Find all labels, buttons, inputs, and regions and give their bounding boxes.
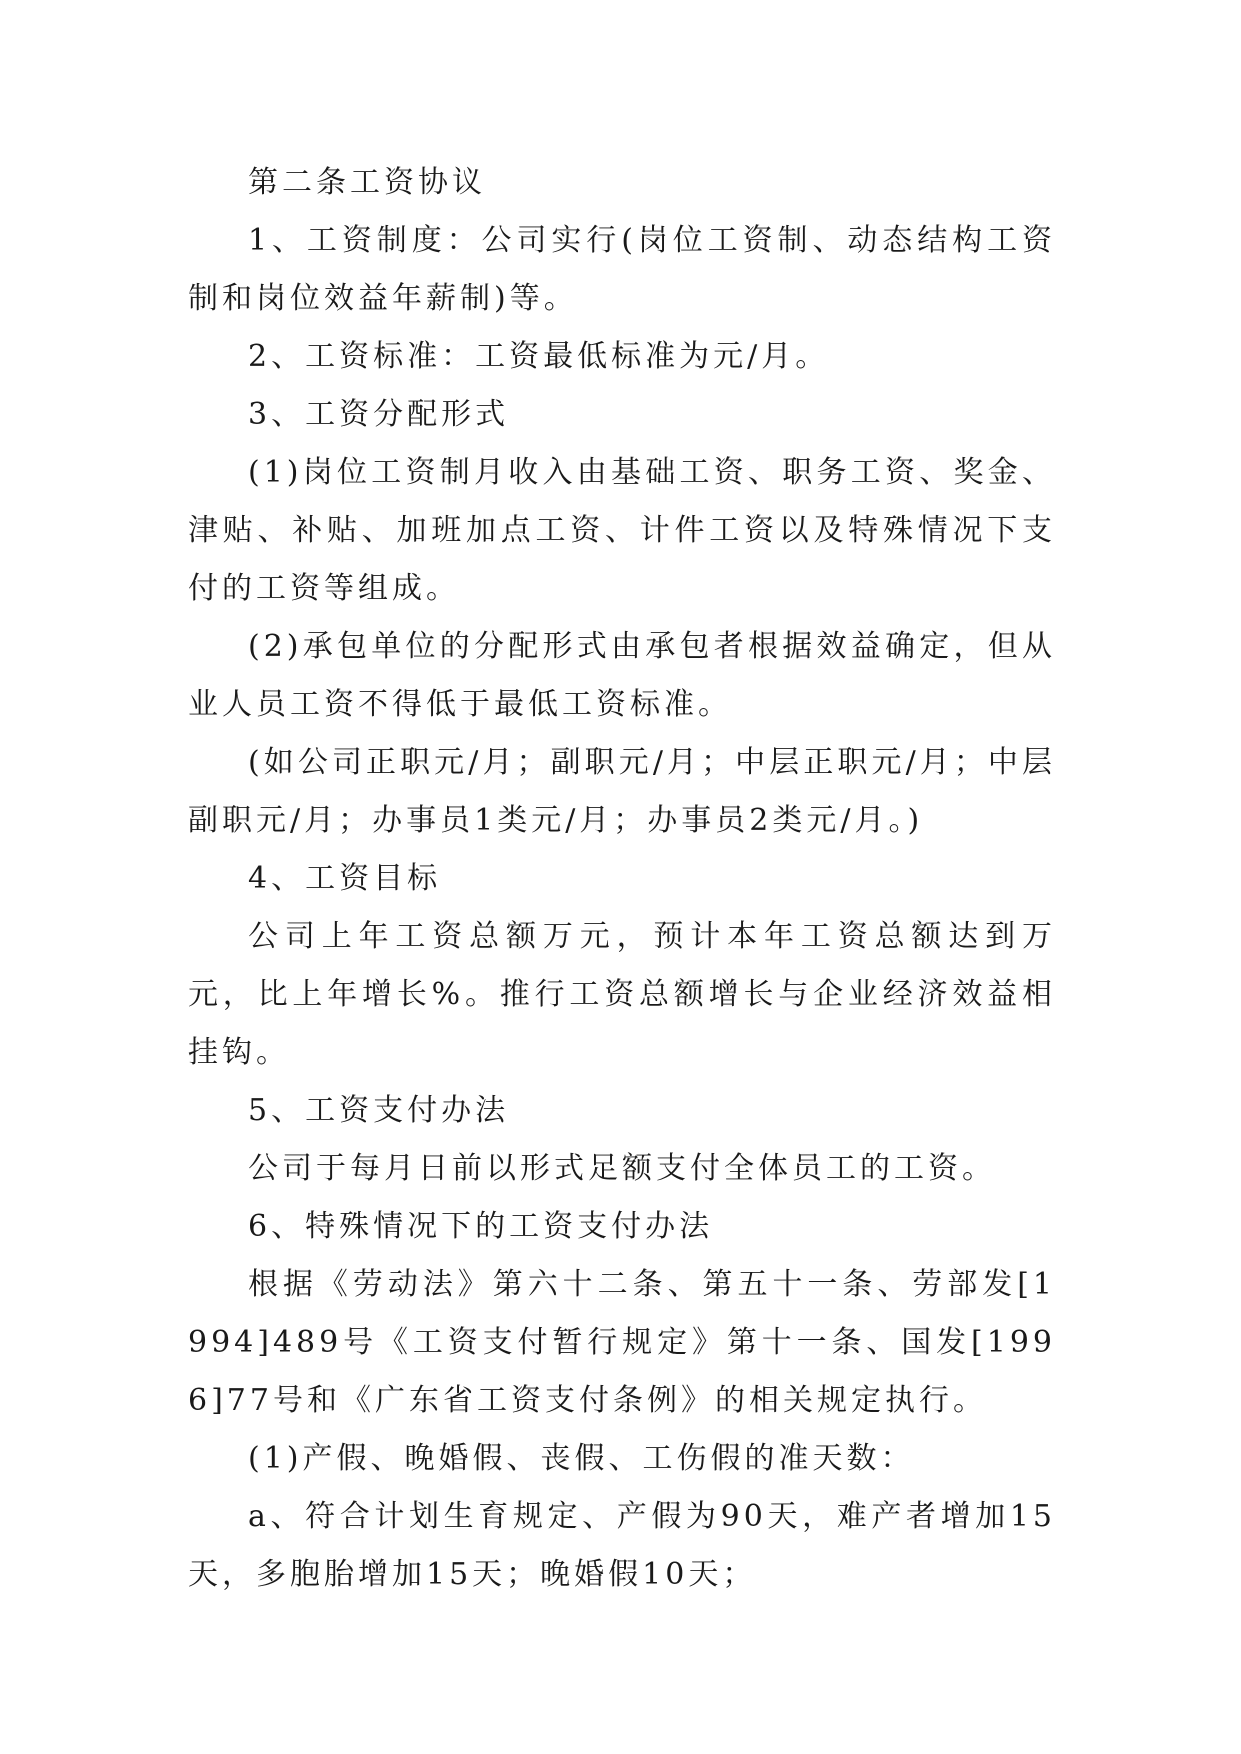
paragraph-wage-target: 公司上年工资总额万元，预计本年工资总额达到万元，比上年增长%。推行工资总额增长与企业经济效益相挂钩。 [188, 919, 1056, 1070]
paragraph-payment-heading: 5、工资支付办法 [248, 1093, 510, 1128]
paragraph-maternity-leave: a、符合计划生育规定、产假为90天，难产者增加15天，多胞胎增加15天；晚婚假10天； [188, 1499, 1056, 1592]
paragraph-wage-target-heading: 4、工资目标 [248, 861, 442, 896]
paragraph-payment-method: 公司于每月日前以形式足额支付全体员工的工资。 [248, 1151, 996, 1186]
paragraph-position-wage: (1)岗位工资制月收入由基础工资、职务工资、奖金、津贴、补贴、加班加点工资、计件工资以及特殊情况下支付的工资等组成。 [188, 455, 1056, 606]
paragraph-contract-units: (2)承包单位的分配形式由承包者根据效益确定，但从业人员工资不得低于最低工资标准。 [188, 629, 1056, 722]
document-body [188, 154, 1056, 1604]
article-heading: 第二条工资协议 [248, 165, 486, 200]
paragraph-salary-levels: (如公司正职元/月；副职元/月；中层正职元/月；中层副职元/月；办事员1类元/月；办事员2类元/月。) [188, 745, 1056, 838]
paragraph-wage-standard: 2、工资标准：工资最低标准为元/月。 [248, 339, 830, 374]
paragraph-leave-days: (1)产假、晚婚假、丧假、工伤假的准天数： [248, 1441, 915, 1476]
paragraph-legal-basis: 根据《劳动法》第六十二条、第五十一条、劳部发[1994]489号《工资支付暂行规定》第十一条、国发[1996]77号和《广东省工资支付条例》的相关规定执行。 [188, 1267, 1056, 1418]
paragraph-special-heading: 6、特殊情况下的工资支付办法 [248, 1209, 714, 1244]
paragraph-wage-system: 1、工资制度：公司实行(岗位工资制、动态结构工资制和岗位效益年薪制)等。 [188, 223, 1056, 316]
paragraph-distribution-heading: 3、工资分配形式 [248, 397, 510, 432]
